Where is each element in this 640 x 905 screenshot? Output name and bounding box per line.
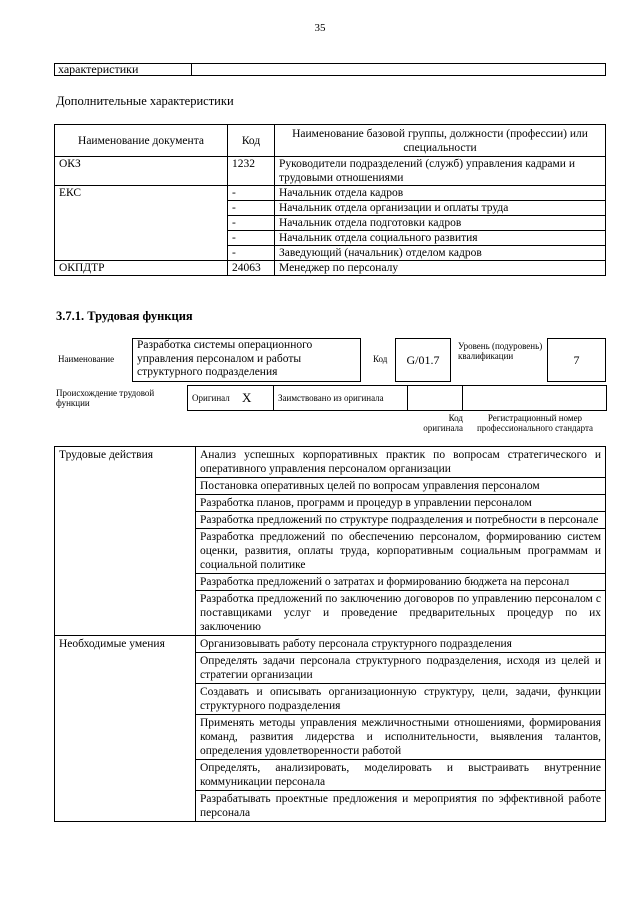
borrowed-cell <box>274 386 408 410</box>
code-orig-cell <box>408 386 463 410</box>
skill-item: Организовывать работу персонала структурного подразделения <box>196 636 606 653</box>
skill-item: Применять методы управления межличностными отношениями, формирования команд, развития лидерства и исполнительности, выявления талантов, определения удовлетворенности работой <box>196 715 606 760</box>
code-cell: - <box>228 231 275 246</box>
doc-cell: ОКПДТР <box>55 261 228 276</box>
name-cell: Заведующий (начальник) отделом кадров <box>275 246 606 261</box>
section-title: 3.7.1. Трудовая функция <box>56 309 193 323</box>
function-table <box>54 446 606 822</box>
skills-label: Необходимые умения <box>55 636 196 822</box>
level-value: 7 <box>547 338 606 382</box>
additional-table <box>54 124 606 276</box>
action-item: Разработка предложений по обеспечению персоналом, формированию систем оценки, развития, оплаты труда, корпоративным социальным программам и социальной политике <box>196 529 606 574</box>
name-cell: Начальник отдела социального развития <box>275 231 606 246</box>
page-number: 35 <box>314 22 326 34</box>
top-cell-value <box>192 64 606 76</box>
action-item: Разработка планов, программ и процедур в управлении персоналом <box>196 495 606 512</box>
doc-cell: ОКЗ <box>55 157 228 186</box>
table-row <box>55 186 606 201</box>
action-item: Разработка предложений по структуре подразделения и потребности в персонале <box>196 512 606 529</box>
function-name: Разработка системы операционного управления персоналом и работы структурного подразделения <box>132 338 361 382</box>
table-row <box>55 636 606 653</box>
actions-label: Трудовые действия <box>55 447 196 636</box>
origin-label: Происхождение трудовой функции <box>56 388 155 408</box>
reg-label: Регистрационный номер профессионального стандарта <box>476 413 594 433</box>
code-cell: - <box>228 216 275 231</box>
table-row <box>55 447 606 478</box>
skill-item: Разрабатывать проектные предложения и мероприятия по эффективной работе персонала <box>196 791 606 822</box>
name-cell: Начальник отдела кадров <box>275 186 606 201</box>
action-item: Разработка предложений о затратах и формированию бюджета на персонал <box>196 574 606 591</box>
original-mark: X <box>242 390 252 405</box>
skill-item: Создавать и описывать организационную структуру, цели, задачи, функции структурного подразделения <box>196 684 606 715</box>
original-label: Оригинал <box>192 393 230 403</box>
top-table <box>54 63 606 76</box>
code-cell: - <box>228 246 275 261</box>
function-code: G/01.7 <box>395 338 451 382</box>
code-cell: - <box>228 201 275 216</box>
action-item: Анализ успешных корпоративных практик по вопросам стратегического и оперативного управления персоналом организации <box>196 447 606 478</box>
code-orig-label: Код оригинала <box>423 413 463 433</box>
code-cell: 24063 <box>228 261 275 276</box>
name-label: Наименование <box>58 354 115 364</box>
top-cell-label: характеристики <box>55 64 192 76</box>
action-item: Постановка оперативных целей по вопросам управления персоналом <box>196 478 606 495</box>
code-cell: - <box>228 186 275 201</box>
doc-cell: ЕКС <box>55 186 228 261</box>
additional-title: Дополнительные характеристики <box>56 94 234 108</box>
name-cell: Начальник отдела организации и оплаты труда <box>275 201 606 216</box>
table-row <box>55 157 606 186</box>
table-row <box>55 261 606 276</box>
origin-box <box>187 385 607 411</box>
header-name: Наименование базовой группы, должности (профессии) или специальности <box>275 125 606 157</box>
original-cell <box>188 386 274 410</box>
skill-item: Определять, анализировать, моделировать и выстраивать внутренние коммуникации персонала <box>196 760 606 791</box>
header-doc: Наименование документа <box>55 125 228 157</box>
name-cell: Руководители подразделений (служб) управления кадрами и трудовыми отношениями <box>275 157 606 186</box>
name-cell: Начальник отдела подготовки кадров <box>275 216 606 231</box>
level-label: Уровень (подуровень) квалификации <box>458 341 543 361</box>
code-label: Код <box>373 354 388 364</box>
code-cell: 1232 <box>228 157 275 186</box>
skill-item: Определять задачи персонала структурного подразделения, исходя из целей и стратегии организации <box>196 653 606 684</box>
header-code: Код <box>228 125 275 157</box>
action-item: Разработка предложений по заключению договоров по управлению персоналом с поставщиками услуг и проведение предварительных процедур по их заключению <box>196 591 606 636</box>
name-cell: Менеджер по персоналу <box>275 261 606 276</box>
borrowed-label: Заимствовано из оригинала <box>278 393 384 403</box>
